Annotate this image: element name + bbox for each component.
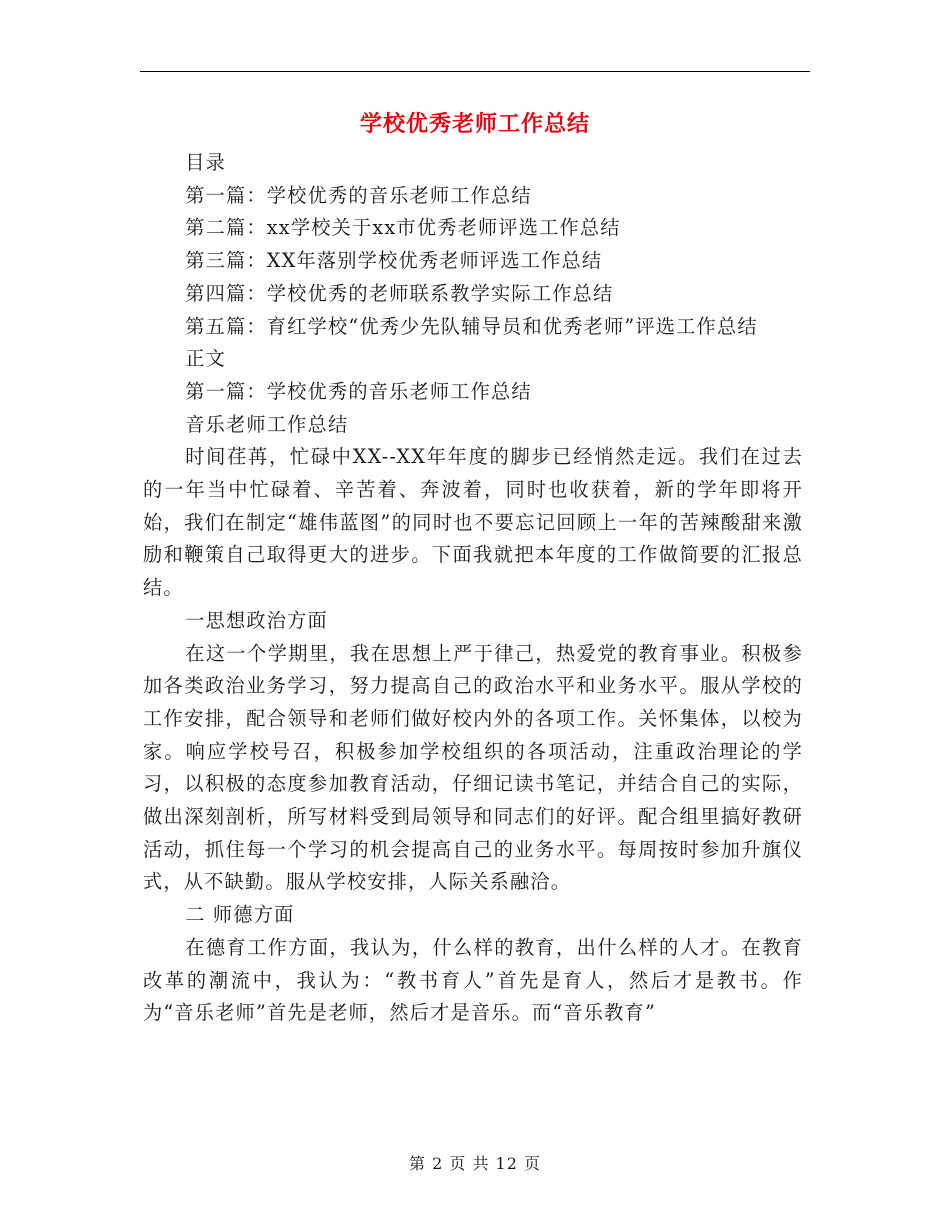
body-heading: 正文 (185, 347, 227, 371)
section-heading-politics: 一思想政治方面 (185, 608, 328, 632)
toc-heading: 目录 (185, 151, 227, 174)
toc-item-3: 第三篇：XX年落别学校优秀老师评选工作总结 (185, 249, 603, 273)
intro-paragraph: 时间荏苒，忙碌中XX--XX年年度的脚步已经悄然走远。我们在过去的一年当中忙碌着、辛苦着、奔波着，同时也收获着，新的学年即将开始，我们在制定“雄伟蓝图”的同时也不要忘记回顾上一年的苦辣酸甜来激励和鞭策自己取得更大的进步。下面我就把本年度的工作做简要的汇报总结。 (143, 445, 803, 600)
section-heading-ethics: 二 师德方面 (185, 903, 295, 927)
chapter-title: 第一篇：学校优秀的音乐老师工作总结 (185, 379, 532, 403)
toc-item-5: 第五篇：育红学校“优秀少先队辅导员和优秀老师”评选工作总结 (185, 314, 758, 338)
ethics-paragraph: 在德育工作方面，我认为，什么样的教育，出什么样的人才。在教育改革的潮流中，我认为：“教书育人”首先是育人，然后才是教书。作为“音乐老师”首先是老师，然后才是音乐。而“音乐教育” (143, 935, 803, 1025)
header-rule (140, 71, 810, 72)
toc-item-1: 第一篇：学校优秀的音乐老师工作总结 (185, 183, 532, 207)
toc-item-2: 第二篇：xx学校关于xx市优秀老师评选工作总结 (185, 216, 621, 240)
toc-item-4: 第四篇：学校优秀的老师联系教学实际工作总结 (185, 281, 614, 305)
section-subtitle: 音乐老师工作总结 (185, 412, 349, 436)
document-body (143, 147, 803, 1030)
document-title: 学校优秀老师工作总结 (359, 111, 590, 137)
page-number: 第 2 页 共 12 页 (409, 1154, 541, 1173)
politics-paragraph: 在这一个学期里，我在思想上严于律己，热爱党的教育事业。积极参加各类政治业务学习，努力提高自己的政治水平和业务水平。服从学校的工作安排，配合领导和老师们做好校内外的各项工作。关怀集体，以校为家。响应学校号召，积极参加学校组织的各项活动，注重政治理论的学习，以积极的态度参加教育活动，仔细记读书笔记，并结合自己的实际，做出深刻剖析，所写材料受到局领导和同志们的好评。配合组里搞好教研活动，抓住每一个学习的机会提高自己的业务水平。每周按时参加升旗仪式，从不缺勤。服从学校安排，人际关系融洽。 (143, 641, 803, 894)
